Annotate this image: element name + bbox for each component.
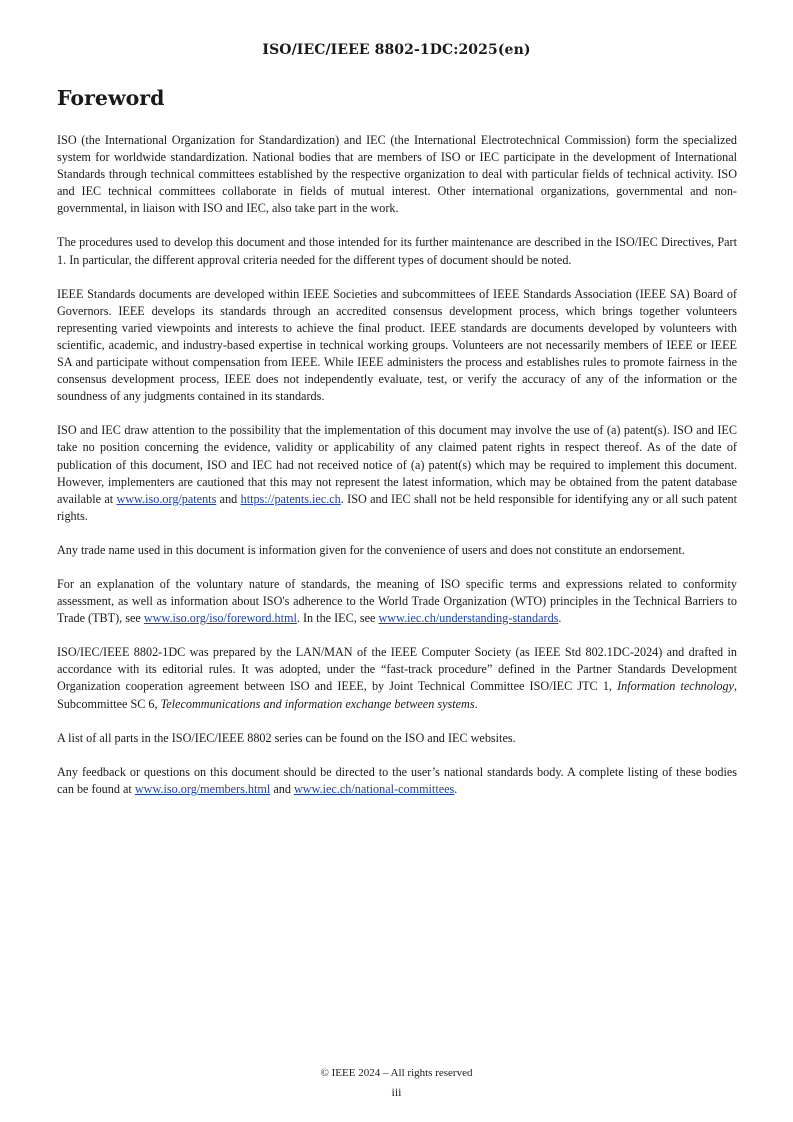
- iec-patents-link[interactable]: https://patents.iec.ch: [240, 491, 341, 506]
- page-title: Foreword: [57, 86, 165, 110]
- iso-patents-link[interactable]: www.iso.org/patents: [116, 491, 217, 506]
- document-header: ISO/IEC/IEEE 8802-1DC:2025(en): [262, 42, 531, 58]
- paragraph-procedures: The procedures used to develop this document and those intended for its further maintenance are described in the ISO/IEC Directives, Part 1. In particular, the different approval criteria needed for the different types of document should be noted.: [57, 235, 737, 267]
- paragraph-series-list: A list of all parts in the ISO/IEC/IEEE 8802 series can be found on the ISO and IEC websites.: [57, 730, 516, 745]
- paragraph-preparation: ISO/IEC/IEEE 8802-1DC was prepared by the LAN/MAN of the IEEE Computer Society (as IEEE Std 802.1DC-2024) and drafted in accordance with its editorial rules. It was adopted, under the “fast-track procedure” defined in the Partner Standards Development Organization cooperation agreement between ISO and IEEE, by Joint Technical Committee ISO/IEC JTC 1, Information technology, Subcommittee SC 6, Telecommunications and information exchange between systems.: [57, 645, 737, 711]
- paragraph-voluntary-nature: For an explanation of the voluntary nature of standards, the meaning of ISO specific terms and expressions related to conformity assessment, as well as information about ISO's adherence to the World Trade Organization (WTO) principles in the Technical Barriers to Trade (TBT), see www.iso.org/iso/foreword.html. In the IEC, see www.iec.ch/understanding-standards.: [57, 576, 737, 626]
- page-footer: [0, 1064, 793, 1102]
- page-number: iii: [391, 1085, 402, 1099]
- iec-understanding-standards-link[interactable]: www.iec.ch/understanding-standards: [378, 611, 559, 626]
- iso-members-link[interactable]: www.iso.org/members.html: [134, 781, 271, 796]
- paragraph-ieee-standards: IEEE Standards documents are developed within IEEE Societies and subcommittees of IEEE Standards Association (IEEE SA) Board of Governors. IEEE develops its standards through an accredited consensus development process, which brings together volunteers representing varied viewpoints and interests to achieve the final product. IEEE standards are documents developed by volunteers with scientific, academic, and industry-based expertise in technical working groups. Volunteers are not necessarily members of IEEE or IEEE SA and participate without compensation from IEEE. While IEEE administers the process and establishes rules to promote fairness in the consensus development process, IEEE does not independently evaluate, test, or verify the accuracy of any of the information or the soundness of any judgments contained in its standards.: [57, 286, 737, 404]
- copyright-notice: © IEEE 2024 – All rights reserved: [320, 1067, 473, 1079]
- paragraph-feedback: Any feedback or questions on this document should be directed to the user’s national standards body. A complete listing of these bodies can be found at www.iso.org/members.html and www.iec.ch/national-committees.: [57, 764, 737, 796]
- iso-foreword-link[interactable]: www.iso.org/iso/foreword.html: [143, 611, 297, 626]
- foreword-body: [57, 132, 737, 815]
- paragraph-patents: ISO and IEC draw attention to the possibility that the implementation of this document may involve the use of (a) patent(s). ISO and IEC take no position concerning the evidence, validity or applicability of any claimed patent rights in respect thereof. As of the date of publication of this document, ISO and IEC had not received notice of (a) patent(s) which may be required to implement this document. However, implementers are cautioned that this may not represent the latest information, which may be obtained from the patent database available at www.iso.org/patents and https://patents.iec.ch. ISO and IEC shall not be held responsible for identifying any or all such patent rights.: [57, 423, 737, 523]
- paragraph-trade-names: Any trade name used in this document is information given for the convenience of users and does not constitute an endorsement.: [57, 542, 685, 557]
- paragraph-organizations: ISO (the International Organization for Standardization) and IEC (the International Electrotechnical Commission) form the specialized system for worldwide standardization. National bodies that are members of ISO or IEC participate in the development of International Standards through technical committees established by the respective organization to deal with particular fields of technical activity. ISO and IEC technical committees collaborate in fields of mutual interest. Other international organizations, governmental and non-governmental, in liaison with ISO and IEC, also take part in the work.: [57, 133, 737, 216]
- iec-national-committees-link[interactable]: www.iec.ch/national-committees: [293, 781, 455, 796]
